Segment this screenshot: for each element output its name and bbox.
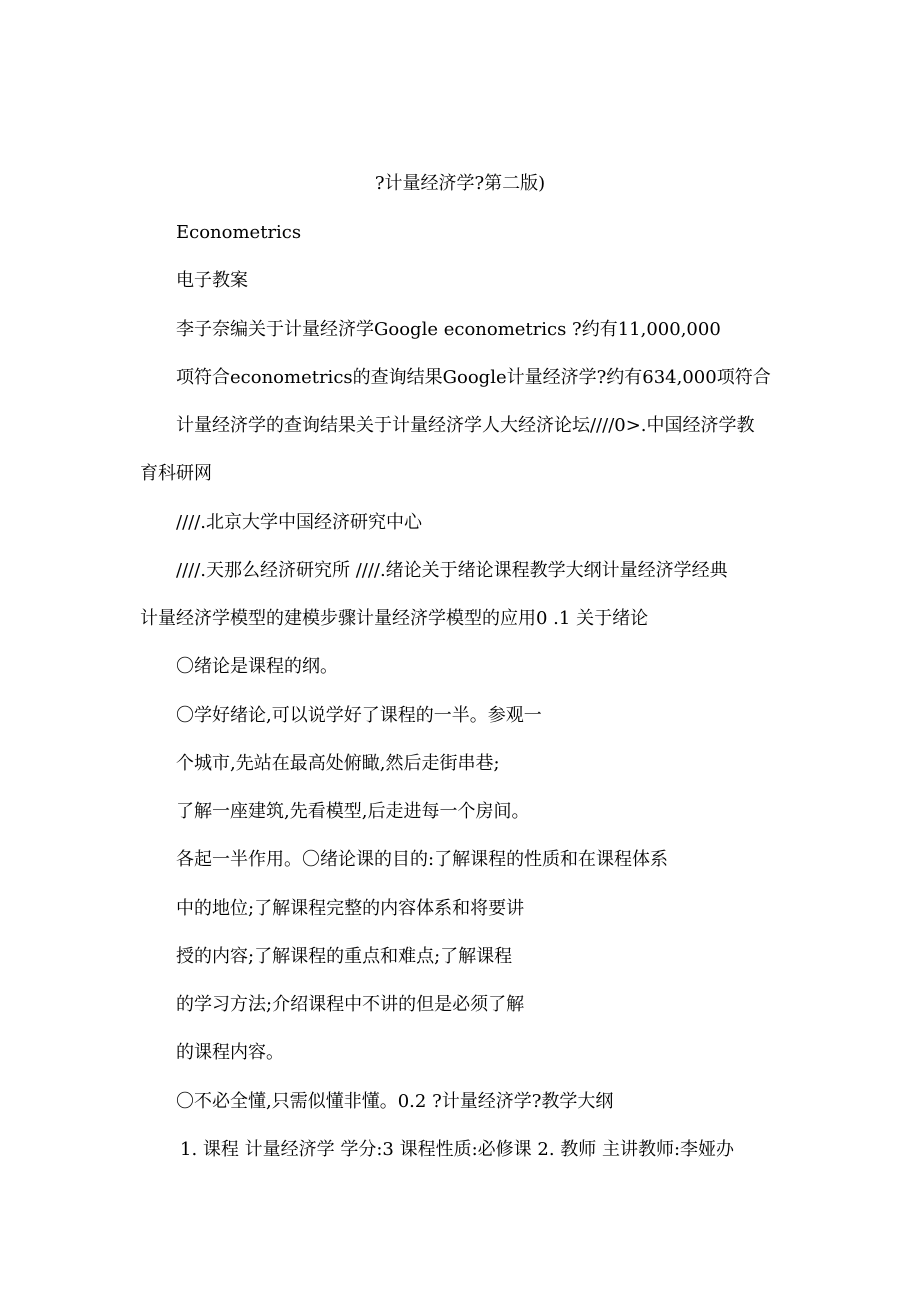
text-line-city: 个城市,先站在最高处俯瞰,然后走街串巷;: [176, 753, 500, 774]
text-line-purpose: 各起一半作用。〇绪论课的目的:了解课程的性质和在课程体系: [176, 849, 669, 870]
text-line-learn-intro: 〇学好绪论,可以说学好了课程的一半。参观一: [176, 705, 542, 726]
text-line-lecture-notes: 电子教案: [176, 270, 248, 291]
text-line-building: 了解一座建筑,先看模型,后走进每一个房间。: [176, 801, 530, 822]
text-line-course-info: 1. 课程 计量经济学 学分:3 课程性质:必修课 2. 教师 主讲教师:李娅办: [180, 1139, 735, 1160]
text-line-position: 中的地位;了解课程完整的内容体系和将要讲: [176, 898, 525, 919]
text-line-forum: 计量经济学的查询结果关于计量经济学人大经济论坛////0>.中国经济学教: [176, 415, 755, 436]
text-line-content: 授的内容;了解课程的重点和难点;了解课程: [176, 946, 513, 967]
text-line-research-net: 育科研网: [140, 463, 212, 484]
text-line-pku-center: ////.北京大学中国经济研究中心: [176, 512, 422, 533]
text-line-query-results: 项符合econometrics的查询结果Google计量经济学?约有634,000项符合: [176, 367, 771, 388]
text-line-institute-syllabus: ////.天那么经济研究所 ////.绪论关于绪论课程教学大纲计量经济学经典: [176, 560, 728, 581]
document-title: ?计量经济学?第二版): [374, 173, 546, 194]
text-line-intro-outline: 〇绪论是课程的纲。: [176, 656, 338, 677]
text-line-econometrics: Econometrics: [176, 222, 302, 243]
text-line-course-content: 的课程内容。: [176, 1042, 284, 1063]
text-line-syllabus: 〇不必全懂,只需似懂非懂。0.2 ?计量经济学?教学大纲: [176, 1091, 614, 1112]
text-line-methods: 的学习方法;介绍课程中不讲的但是必须了解: [176, 994, 525, 1015]
text-line-model-steps: 计量经济学模型的建模步骤计量经济学模型的应用0 .1 关于绪论: [140, 608, 649, 629]
text-line-author-google: 李子奈编关于计量经济学Google econometrics ?约有11,000,000: [176, 319, 721, 340]
